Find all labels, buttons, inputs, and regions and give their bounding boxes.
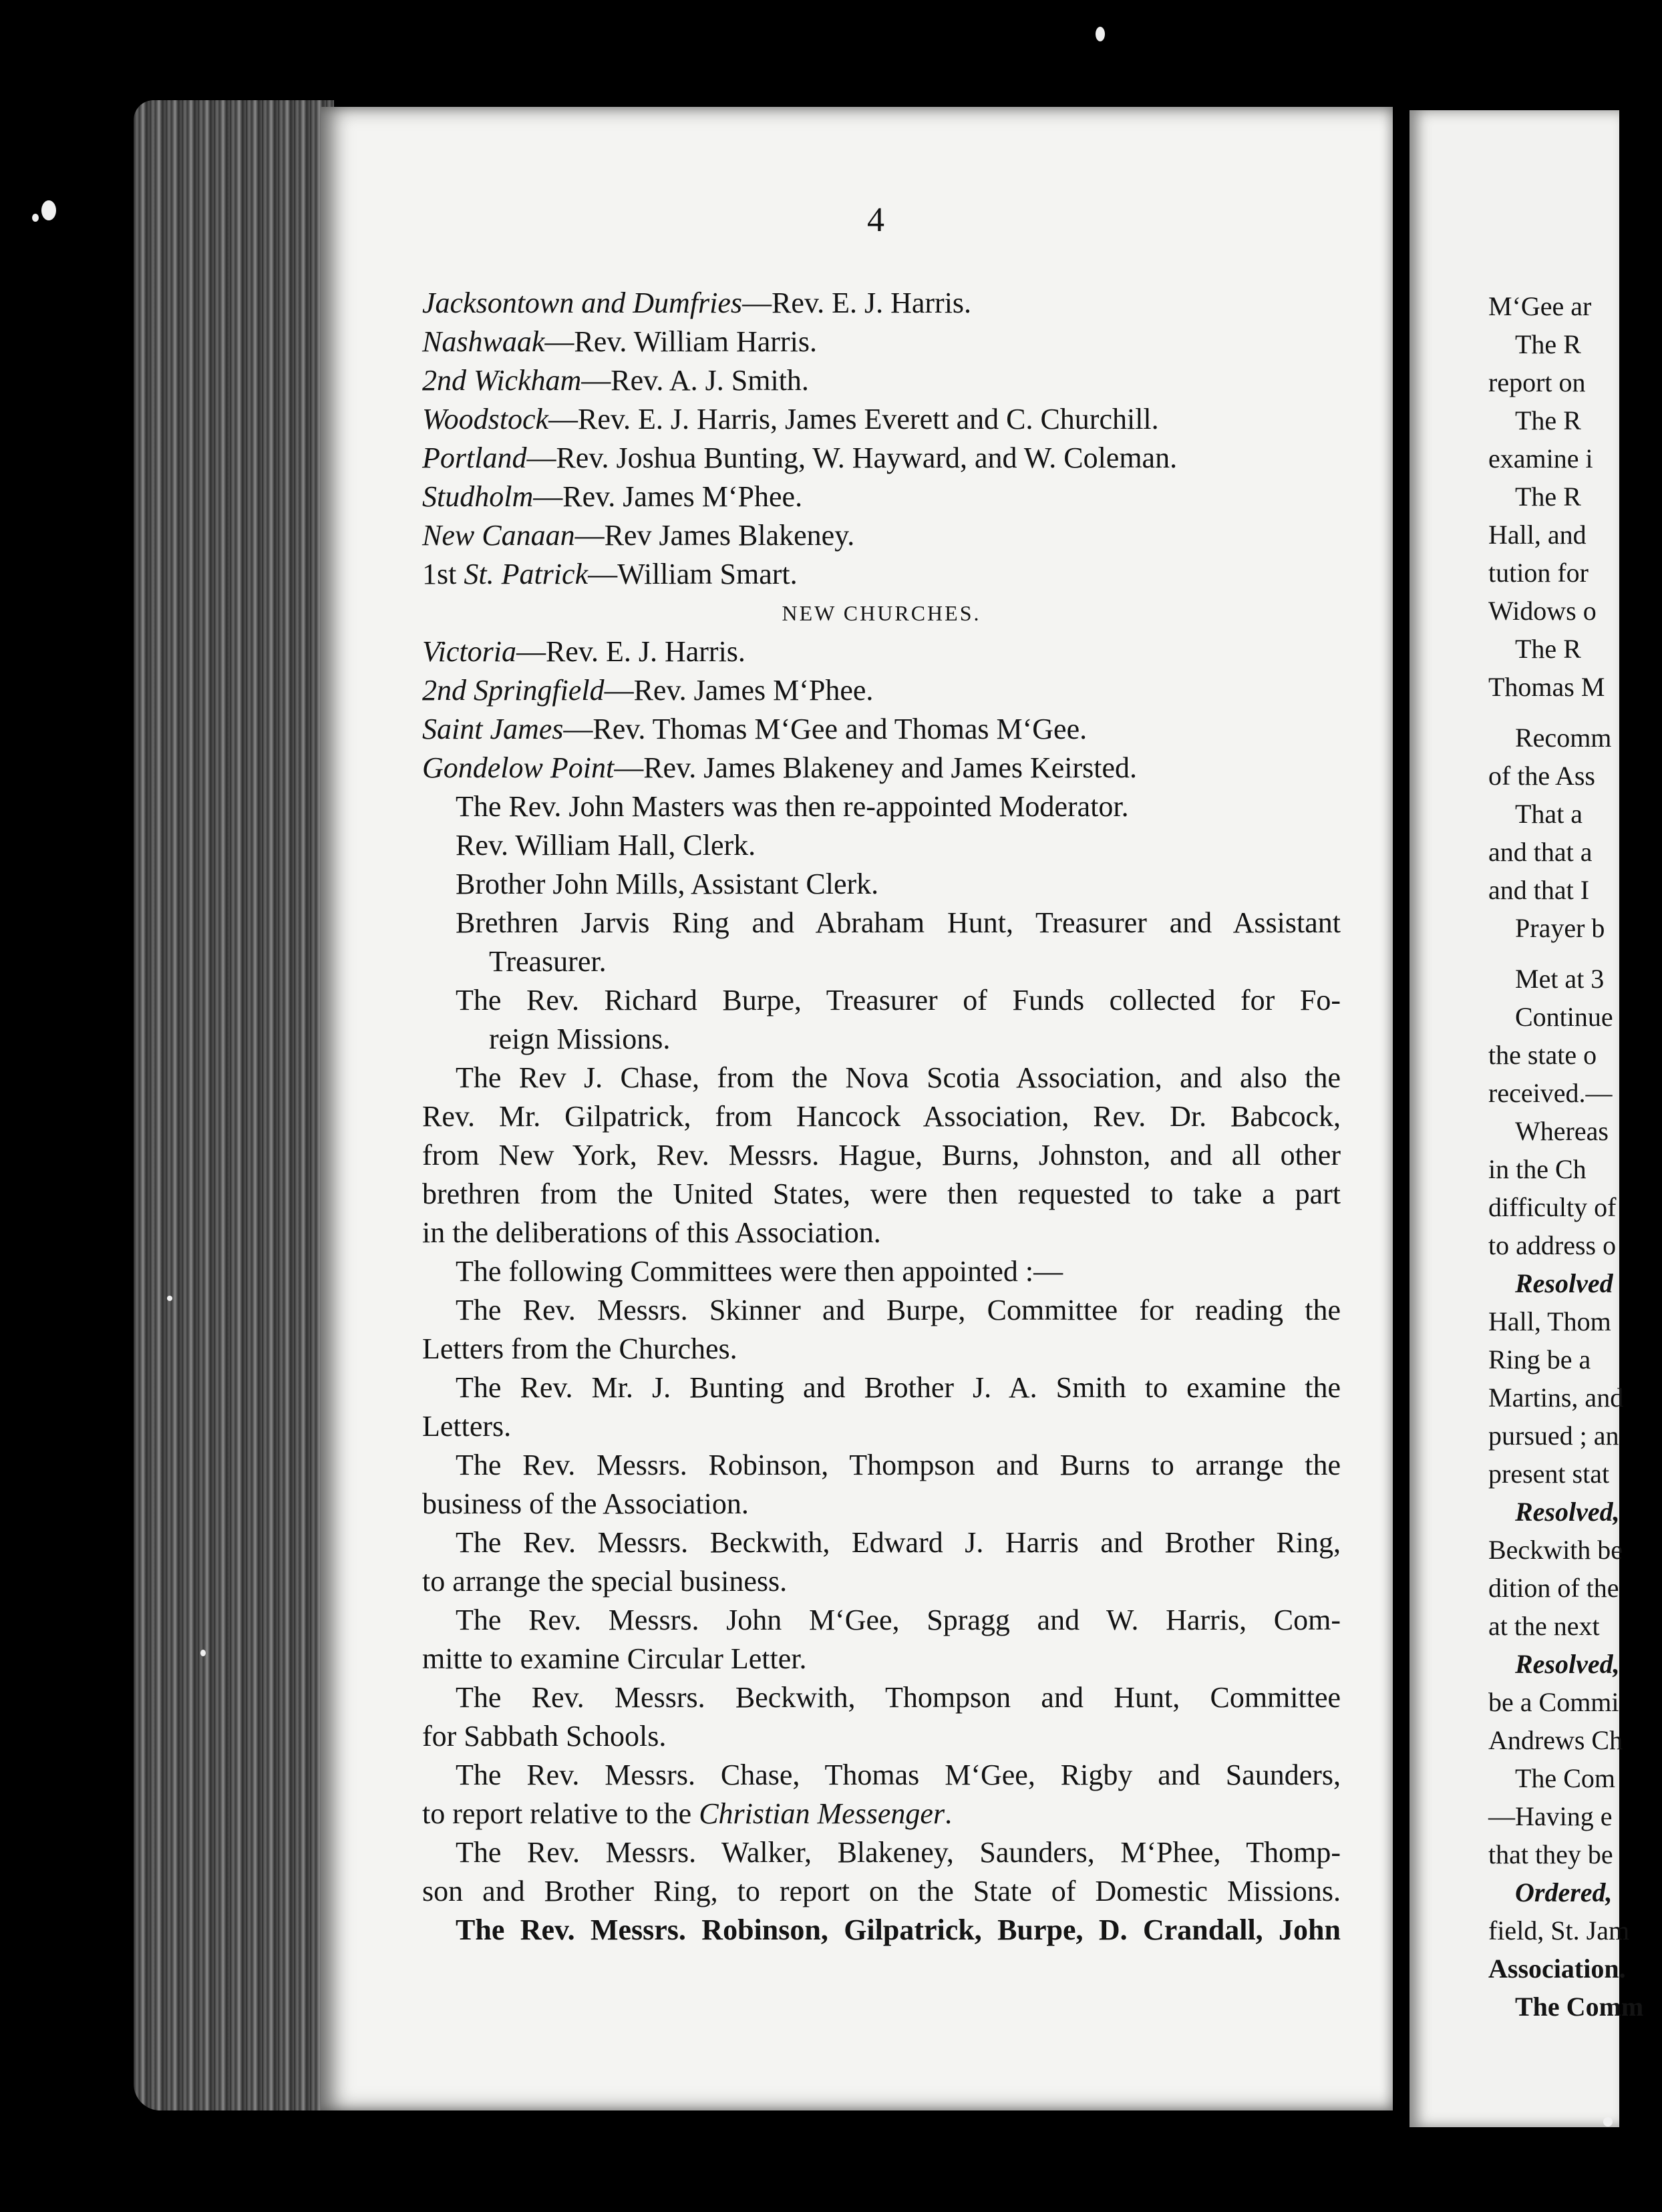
right-text-line: at the next	[1488, 1611, 1600, 1641]
text-line	[422, 632, 1341, 671]
italic-text: Saint James	[422, 713, 564, 745]
scan-speck	[200, 1650, 206, 1656]
right-text-line: the state o	[1488, 1040, 1597, 1070]
right-text-line: Continue	[1515, 1002, 1613, 1032]
text-span: Letters.	[422, 1410, 512, 1443]
text-line	[422, 671, 1341, 710]
scan-speck	[41, 200, 56, 220]
text-span: The following Committees were then appointed :—	[456, 1255, 1063, 1288]
text-line	[422, 400, 1341, 439]
text-line	[422, 1523, 1341, 1562]
right-text-line: Widows o	[1488, 596, 1597, 626]
text-span: Rev. Mr. Gilpatrick, from Hancock Association, Rev. Dr. Babcock,	[422, 1100, 1341, 1133]
italic-text: 2nd Wickham	[422, 364, 582, 397]
right-text-line: That a	[1515, 799, 1583, 829]
text-span: —Rev James Blakeney.	[574, 519, 855, 552]
text-span: The Rev. Richard Burpe, Treasurer of Funds collected for Fo-	[456, 984, 1341, 1017]
right-text-line: difficulty of	[1488, 1192, 1617, 1222]
italic-text: New Canaan	[422, 519, 575, 552]
right-text-line: Prayer b	[1515, 913, 1605, 943]
italic-text: 2nd Springfield	[422, 674, 605, 707]
text-span: mitte to examine Circular Letter.	[422, 1642, 807, 1675]
text-line	[422, 1097, 1341, 1136]
text-line	[422, 826, 1341, 865]
right-text-line: present stat	[1488, 1459, 1610, 1489]
text-span: in the deliberations of this Association.	[422, 1216, 881, 1249]
text-line	[422, 284, 1341, 323]
italic-text: St. Patrick	[464, 558, 589, 590]
right-text-line: The R	[1515, 405, 1581, 435]
text-line	[422, 1911, 1341, 1950]
right-text-line: Ring be a	[1488, 1344, 1591, 1374]
right-text-line: to address o	[1488, 1230, 1617, 1260]
right-text-line: Ordered,	[1515, 1877, 1613, 1907]
text-line	[422, 555, 1341, 594]
text-span: son and Brother Ring, to report on the State of Domestic Missions.	[422, 1875, 1341, 1907]
text-line	[422, 942, 1341, 981]
text-span: —Rev. Thomas M‘Gee and Thomas M‘Gee.	[563, 713, 1088, 745]
text-span: to arrange the special business.	[422, 1565, 788, 1598]
text-line	[422, 1485, 1341, 1523]
right-text-line: Association.	[1488, 1954, 1626, 1984]
right-text-line: The R	[1515, 634, 1581, 664]
text-span: brethren from the United States, were then requested to take a part	[422, 1177, 1341, 1210]
text-line	[422, 478, 1341, 516]
text-line	[422, 1717, 1341, 1756]
right-text-line: Recomm	[1515, 723, 1612, 753]
left-page-text	[422, 284, 1341, 1950]
text-span: .	[945, 1797, 953, 1830]
text-line	[422, 710, 1341, 749]
text-line	[422, 1756, 1341, 1795]
text-line	[422, 1872, 1341, 1911]
right-text-line: Resolved,	[1515, 1497, 1620, 1527]
right-text-line: Martins, and	[1488, 1382, 1624, 1413]
text-line	[422, 1059, 1341, 1097]
text-line	[422, 1175, 1341, 1214]
right-text-line: dition of the	[1488, 1573, 1619, 1603]
text-span: Rev. William Hall, Clerk.	[456, 829, 756, 862]
page-number: 4	[867, 201, 884, 239]
text-span: to report relative to the	[422, 1797, 699, 1830]
text-line	[422, 1562, 1341, 1601]
right-text-line: Hall, and	[1488, 520, 1587, 550]
italic-text: Woodstock	[422, 403, 549, 435]
text-line	[422, 904, 1341, 942]
text-span: —Rev. James Blakeney and James Keirsted.	[614, 751, 1138, 784]
text-line	[422, 1214, 1341, 1252]
text-line	[422, 1291, 1341, 1330]
text-span: The Rev. Messrs. Robinson, Thompson and Burns to arrange the	[456, 1449, 1341, 1481]
text-line	[422, 516, 1341, 555]
text-span: reign Missions.	[489, 1023, 671, 1055]
text-line	[422, 439, 1341, 478]
text-line	[422, 1330, 1341, 1368]
right-text-line: be a Commi	[1488, 1687, 1619, 1717]
text-span: The Rev. John Masters was then re-appointed Moderator.	[456, 790, 1129, 823]
text-line	[422, 787, 1341, 826]
scan-speck	[1603, 2117, 1613, 2127]
right-text-line: of the Ass	[1488, 761, 1595, 791]
text-line	[422, 1678, 1341, 1717]
right-text-line: tution for	[1488, 558, 1589, 588]
text-span: business of the Association.	[422, 1487, 749, 1520]
text-line	[422, 1640, 1341, 1678]
text-span: —Rev. Joshua Bunting, W. Hayward, and W. Coleman.	[526, 441, 1178, 474]
italic-text: Victoria	[422, 635, 516, 668]
right-text-line: Resolved,	[1515, 1649, 1620, 1679]
italic-text: Jacksontown and Dumfries	[422, 287, 743, 319]
text-line	[422, 1601, 1341, 1640]
text-span: The Rev. Messrs. Robinson, Gilpatrick, Burpe, D. Crandall, John	[456, 1913, 1341, 1946]
text-line	[422, 1368, 1341, 1407]
scan-speck	[1096, 27, 1105, 41]
right-text-line: M‘Gee ar	[1488, 291, 1592, 321]
right-text-line: pursued ; an	[1488, 1421, 1619, 1451]
right-text-line: Thomas M	[1488, 672, 1605, 702]
text-line	[422, 1833, 1341, 1872]
italic-text: Studholm	[422, 480, 534, 513]
text-span: The Rev. Messrs. Skinner and Burpe, Committee for reading the	[456, 1294, 1341, 1326]
text-line	[422, 1020, 1341, 1059]
right-text-line: Whereas	[1515, 1116, 1609, 1146]
right-text-line: Andrews Ch	[1488, 1725, 1623, 1755]
right-text-line: that they be	[1488, 1839, 1613, 1869]
right-text-line: received.—	[1488, 1078, 1613, 1108]
book-spine	[134, 100, 334, 2110]
right-text-line: report on	[1488, 367, 1586, 397]
scan-speck	[32, 214, 39, 222]
italic-text: Nashwaak	[422, 325, 545, 358]
italic-text: Portland	[422, 441, 527, 474]
text-span: Treasurer.	[489, 945, 607, 978]
right-text-line: The Com	[1515, 1763, 1615, 1793]
right-text-line: Beckwith be	[1488, 1535, 1623, 1565]
text-span: Brethren Jarvis Ring and Abraham Hunt, Treasurer and Assistant	[456, 906, 1341, 939]
right-text-line: and that I	[1488, 875, 1590, 905]
text-span: The Rev. Messrs. Chase, Thomas M‘Gee, Rigby and Saunders,	[456, 1759, 1341, 1791]
text-span: The Rev J. Chase, from the Nova Scotia Association, and also the	[456, 1061, 1341, 1094]
text-span: —Rev. E. J. Harris, James Everett and C. Churchill.	[548, 403, 1159, 435]
text-span: —Rev. William Harris.	[544, 325, 817, 358]
text-span: The Rev. Messrs. John M‘Gee, Spragg and W. Harris, Com-	[456, 1604, 1341, 1636]
text-line	[422, 361, 1341, 400]
text-span: —Rev. A. J. Smith.	[581, 364, 809, 397]
text-span: The Rev. Messrs. Beckwith, Edward J. Harris and Brother Ring,	[456, 1526, 1341, 1559]
right-text-line: in the Ch	[1488, 1154, 1587, 1184]
scan-speck	[167, 1296, 172, 1301]
italic-text: Gondelow Point	[422, 751, 615, 784]
text-span: —Rev. E. J. Harris.	[742, 287, 972, 319]
text-span: Letters from the Churches.	[422, 1332, 737, 1365]
right-text-line: Hall, Thom	[1488, 1306, 1611, 1336]
text-line	[422, 1795, 1341, 1833]
right-text-line: examine i	[1488, 443, 1593, 474]
text-span: The Rev. Mr. J. Bunting and Brother J. A. Smith to examine the	[456, 1371, 1341, 1404]
text-line	[422, 323, 1341, 361]
right-text-line: field, St. Jam	[1488, 1915, 1630, 1946]
text-span: NEW CHURCHES.	[782, 601, 981, 625]
text-span: from New York, Rev. Messrs. Hague, Burns, Johnston, and all other	[422, 1139, 1341, 1171]
text-line	[422, 865, 1341, 904]
right-text-line: Resolved	[1515, 1268, 1613, 1298]
text-span: The Rev. Messrs. Walker, Blakeney, Saunders, M‘Phee, Thomp-	[456, 1836, 1341, 1869]
text-line	[422, 1446, 1341, 1485]
text-line	[422, 981, 1341, 1020]
text-line	[422, 1407, 1341, 1446]
right-page-text	[1488, 287, 1662, 2026]
text-span: Brother John Mills, Assistant Clerk.	[456, 868, 879, 900]
text-span: —William Smart.	[588, 558, 798, 590]
right-text-line: The R	[1515, 482, 1581, 512]
text-span: 1st	[422, 558, 464, 590]
text-line	[422, 1252, 1341, 1291]
text-span: for Sabbath Schools.	[422, 1720, 667, 1753]
right-text-line: —Having e	[1488, 1801, 1613, 1831]
section-heading	[422, 594, 1341, 632]
text-span: —Rev. James M‘Phee.	[533, 480, 803, 513]
text-span: The Rev. Messrs. Beckwith, Thompson and Hunt, Committee	[456, 1681, 1341, 1714]
text-line	[422, 749, 1341, 787]
right-text-line: and that a	[1488, 837, 1593, 867]
right-text-line: The Comm	[1515, 1992, 1644, 2022]
text-line	[422, 1136, 1341, 1175]
italic-text: Christian Messenger	[699, 1797, 945, 1830]
right-text-line: The R	[1515, 329, 1581, 359]
text-span: —Rev. James M‘Phee.	[604, 674, 874, 707]
right-text-line: Met at 3	[1515, 964, 1605, 994]
text-span: —Rev. E. J. Harris.	[516, 635, 745, 668]
